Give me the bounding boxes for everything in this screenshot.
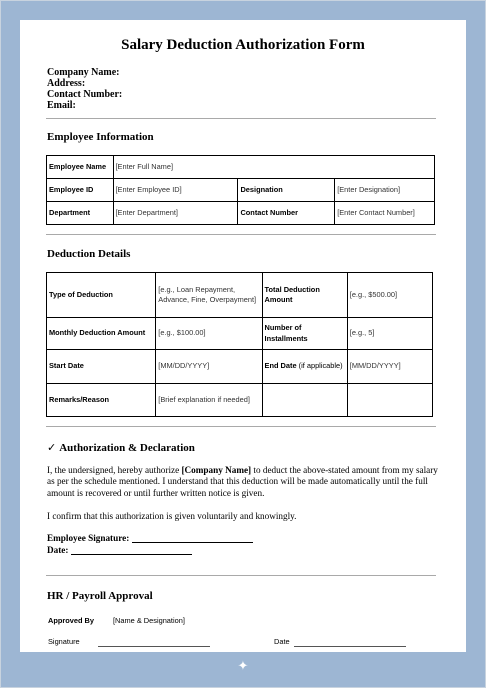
total-deduction-label: Total Deduction Amount [262,273,347,318]
authorization-heading [47,441,195,454]
empty-cell [347,384,432,417]
remarks-field[interactable]: [Brief explanation if needed] [156,384,262,417]
table-row [47,273,433,318]
installments-field[interactable]: [e.g., 5] [347,318,432,350]
contact-number-label: Contact Number: [47,89,123,100]
email-label: Email: [47,100,76,111]
authorization-heading-text: Authorization & Declaration [59,442,195,454]
installments-label: Number of Installments [262,318,347,350]
form-page [20,20,466,652]
hr-date-field[interactable] [294,646,406,647]
deduction-type-field[interactable]: [e.g., Loan Repayment, Advance, Fine, Overpayment] [156,273,262,318]
employee-signature-line [47,533,253,543]
address-label: Address: [47,78,86,89]
department-field[interactable]: [Enter Department] [113,202,238,225]
divider [46,118,436,119]
hr-signature-label: Signature [48,637,80,646]
deduction-details-table [46,272,433,417]
checkmark-icon: ✓ [47,441,57,454]
department-label: Department [47,202,114,225]
hr-date-label: Date [274,637,290,646]
authorization-paragraph [47,465,439,499]
employee-date-field[interactable] [71,545,192,555]
employee-signature-field[interactable] [132,533,253,543]
company-name-placeholder: [Company Name] [181,465,252,475]
hr-approval-heading: HR / Payroll Approval [47,590,153,602]
table-row [47,384,433,417]
total-deduction-field[interactable]: [e.g., $500.00] [347,273,432,318]
divider [46,575,436,576]
table-row [47,350,433,384]
company-name-label: Company Name: [47,67,120,78]
employee-info-heading: Employee Information [47,131,154,143]
monthly-deduction-label: Monthly Deduction Amount [47,318,156,350]
employee-name-label: Employee Name [47,156,114,179]
approved-by-field[interactable]: [Name & Designation] [113,616,185,625]
employee-name-field[interactable]: [Enter Full Name] [113,156,435,179]
approved-by-label: Approved By [48,616,94,625]
contact-number-label: Contact Number [238,202,335,225]
designation-field[interactable]: [Enter Designation] [335,179,435,202]
end-date-field[interactable]: [MM/DD/YYYY] [347,350,432,384]
form-title: Salary Deduction Authorization Form [121,37,365,53]
divider [46,234,436,235]
designation-label: Designation [238,179,335,202]
end-date-label [262,350,347,384]
remarks-label: Remarks/Reason [47,384,156,417]
table-row [47,156,435,179]
empty-cell [262,384,347,417]
authorization-text-start: I, the undersigned, hereby authorize [47,465,182,475]
employee-id-field[interactable]: [Enter Employee ID] [113,179,238,202]
employee-signature-label: Employee Signature: [47,533,130,543]
end-date-note: (if applicable) [298,361,343,371]
employee-id-label: Employee ID [47,179,114,202]
start-date-label: Start Date [47,350,156,384]
sparkle-icon: ✦ [237,659,249,674]
confirmation-paragraph: I confirm that this authorization is given voluntarily and knowingly. [47,511,297,521]
end-date-label-text: End Date [264,361,297,371]
employee-date-label: Date: [47,545,69,555]
deduction-type-label: Type of Deduction [47,273,156,318]
monthly-deduction-field[interactable]: [e.g., $100.00] [156,318,262,350]
start-date-field[interactable]: [MM/DD/YYYY] [156,350,262,384]
employee-date-line [47,545,192,555]
contact-number-field[interactable]: [Enter Contact Number] [335,202,435,225]
table-row [47,318,433,350]
table-row [47,179,435,202]
authorization-text-end: to deduct the above-stated amount from my salary as per the schedule mentioned. I understand that this deduction will be made automatically until the full amount is recovered or until further written notice is given. [47,465,438,498]
divider [46,426,436,427]
deduction-details-heading: Deduction Details [47,248,131,260]
company-details [47,67,122,111]
employee-info-table [46,155,435,225]
table-row [47,202,435,225]
hr-signature-field[interactable] [98,646,210,647]
